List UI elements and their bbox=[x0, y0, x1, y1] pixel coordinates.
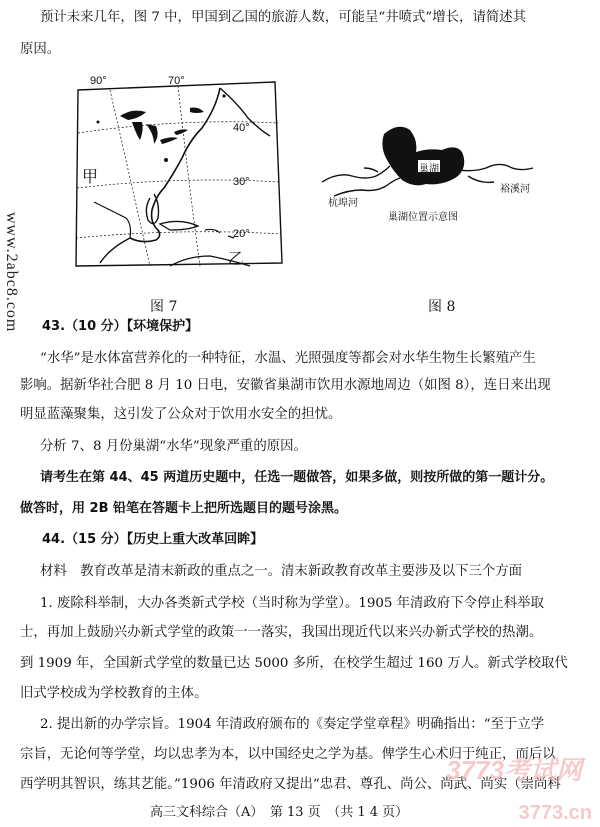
lat-40-label: 40° bbox=[233, 122, 250, 134]
figure-7-caption: 图 7 bbox=[150, 299, 178, 315]
lat-30-label: 30° bbox=[233, 176, 250, 188]
instruction-line-1: 请考生在第 44、45 两道历史题中，任选一题做答，如果多做，则按所做的第一题计分。 bbox=[40, 470, 554, 485]
watermark-bottom: 3773.cn bbox=[518, 802, 592, 824]
lat-20-label: 20° bbox=[233, 228, 250, 240]
river-left-label: 杭埠河 bbox=[328, 198, 358, 209]
q43-line-3: 明显蓝藻聚集，这引发了公众对于饮用水安全的担忧。 bbox=[20, 407, 342, 422]
lon-70-label: 70° bbox=[168, 75, 185, 87]
q44-p2: 1. 废除科举制，大办各类新式学校（当时称为学堂）。1905 年清政府下令停止科举取 bbox=[40, 596, 544, 611]
intro-line-1: 预计未来几年，图 7 中，甲国到乙国的旅游人数，可能呈“井喷式”增长，请简述其 bbox=[40, 10, 527, 25]
figure-8-map bbox=[318, 110, 543, 235]
map-title-label: 巢湖位置示意图 bbox=[388, 212, 458, 223]
watermark-top: 3773考试网 bbox=[446, 755, 582, 785]
lake-label: 巢湖 bbox=[419, 164, 439, 175]
q43-task: 分析 7、8 月份巢湖“水华”现象严重的原因。 bbox=[40, 439, 307, 454]
q44-p1: 材料 教育改革是清末新政的重点之一。清末新政教育改革主要涉及以下三个方面 bbox=[40, 564, 523, 579]
river-right-label: 裕溪河 bbox=[500, 184, 530, 195]
country-yi-label: 乙 bbox=[228, 249, 245, 268]
figure-8-caption: 图 8 bbox=[428, 299, 456, 315]
q44-p8: 西学明其智识，练其艺能。”1906 年清政府又提出“忠君、尊孔、尚公、尚武、尚实（崇尚科 bbox=[20, 777, 561, 792]
country-jia-label: 甲 bbox=[82, 167, 99, 186]
instruction-line-2: 做答时，用 2B 铅笔在答题卡上把所选题目的题号涂黑。 bbox=[20, 501, 348, 516]
q44-header: 44.（15 分）【历史上重大改革回眸】 bbox=[42, 532, 264, 547]
q44-p6: 2. 提出新的办学宗旨。1904 年清政府颁布的《奏定学堂章程》明确指出：“至于立学 bbox=[40, 717, 545, 732]
intro-line-2: 原因。 bbox=[20, 42, 61, 57]
q44-p7: 宗旨，无论何等学堂，均以忠孝为本，以中国经史之学为基。俾学生心术归于纯正，而后以 bbox=[20, 747, 556, 762]
page-footer: 高三文科综合（A） 第 13 页 （共 1 4 页） bbox=[150, 805, 409, 820]
q44-p4: 到 1909 年，全国新式学堂的数量已达 5000 多所，在校学生超过 160 万人。新式学校取代 bbox=[20, 656, 568, 671]
lon-90-label: 90° bbox=[90, 75, 107, 87]
q43-line-1: “水华”是水体富营养化的一种特征，水温、光照强度等都会对水华生物生长繁殖产生 bbox=[40, 351, 536, 366]
figure-7-map bbox=[70, 75, 290, 273]
figure-7-svg bbox=[70, 78, 290, 273]
q44-p5: 旧式学校成为学校教育的主体。 bbox=[20, 686, 208, 701]
q43-header: 43.（10 分）【环境保护】 bbox=[42, 319, 199, 334]
side-url: www.2abc8.com bbox=[3, 212, 20, 333]
q43-line-2: 影响。据新华社合肥 8 月 10 日电，安徽省巢湖市饮用水源地周边（如图 8），连日来出现 bbox=[20, 378, 551, 393]
q44-p3: 士，再加上鼓励兴办新式学堂的政策一一落实，我国出现近代以来兴办新式学校的热潮。 bbox=[20, 625, 543, 640]
